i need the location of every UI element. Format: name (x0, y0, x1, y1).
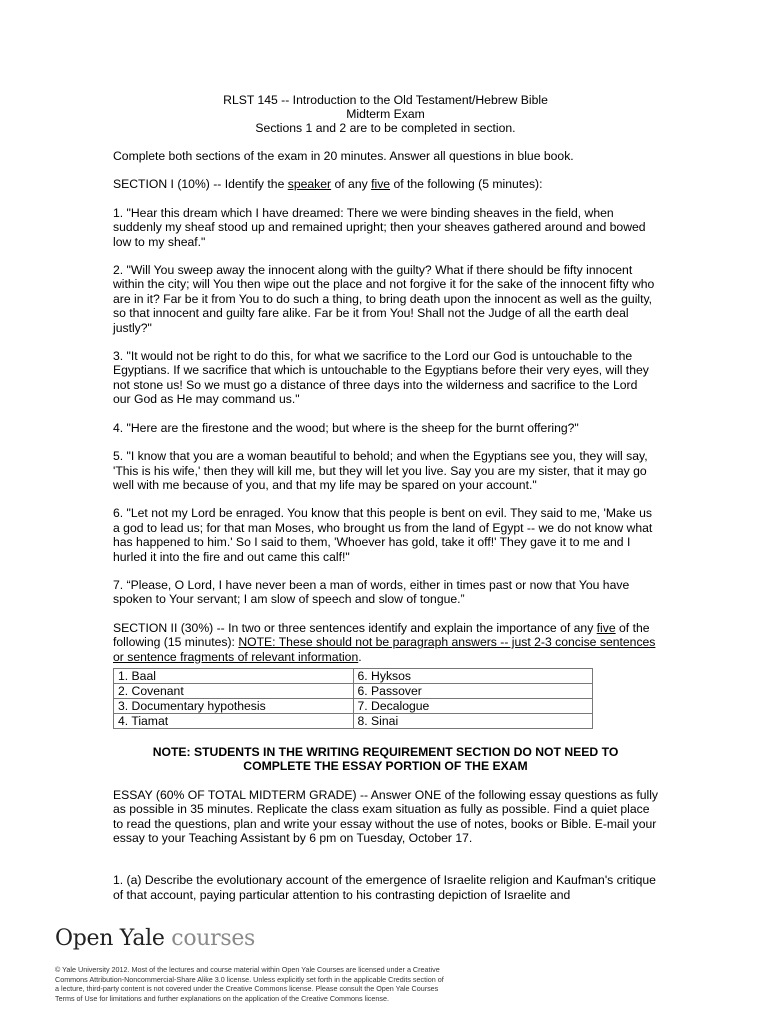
license-notice: © Yale University 2012. Most of the lectures and course material within Open Yale Courses are licensed under a Creative Commons Attribution-Noncommercial-Share Alike 3.0 license. Unless explicitly set forth in the applicable Credits section of a lecture, third-party content is not covered under the Creative Commons license. Please consult the Open Yale Courses Terms of Use for limitations and further explanations on the application of the Creative Commons license. (55, 965, 444, 1003)
table-cell: 8. Sinai (353, 713, 593, 728)
terms-table (113, 668, 593, 729)
essay-instructions: ESSAY (60% OF TOTAL MIDTERM GRADE) -- Answer ONE of the following essay questions as fully as possible in 35 minutes. Replicate the class exam situation as fully as possible. Find a quiet place to read the questions, plan and write your essay without the use of notes, books or Bible. E-mail your essay to your Teaching Assistant by 6 pm on Tuesday, October 17. (113, 787, 659, 845)
question-2: 2. "Will You sweep away the innocent along with the guilty? What if there should be fifty innocent within the city; will You then wipe out the place and not forgive it for the sake of the innocent fifty who are in it? Far be it from You to do such a thing, to bring death upon the innocent as well as the guilty, so that innocent and guilty fare alike. Far be it from You! Shall not the Judge of all the earth deal justly?" (113, 263, 655, 335)
table-cell: 6. Passover (353, 683, 593, 698)
open-yale-courses-logo: Open Yale courses (55, 926, 256, 951)
section1-heading: SECTION I (10%) -- Identify the speaker of any five of the following (5 minutes): (113, 177, 543, 192)
exam-subtitle: Sections 1 and 2 are to be completed in section. (255, 121, 516, 135)
question-5: 5. "I know that you are a woman beautiful to behold; and when the Egyptians see you, they will say, 'This is his wife,' then they will kill me, but they will let you live. Say you are my sister, that it may go well with me because of you, and that my life may be spared on your account." (113, 449, 648, 492)
underline-five: five (596, 620, 616, 635)
table-cell: 4. Tiamat (114, 713, 354, 728)
section2-heading: SECTION II (30%) -- In two or three sentences identify and explain the importance of any five of the following (15 minutes): NOTE: These should not be paragraph answers -- just 2-3 concise sentences or sentence fragments of relevant information. (113, 620, 656, 664)
table-cell: 3. Documentary hypothesis (114, 698, 354, 713)
table-row (114, 713, 593, 728)
table-cell: 7. Decalogue (353, 698, 593, 713)
table-cell: 2. Covenant (114, 683, 354, 698)
writing-requirement-note: NOTE: STUDENTS IN THE WRITING REQUIREMENT SECTION DO NOT NEED TO COMPLETE THE ESSAY PORTION OF THE EXAM (152, 744, 619, 774)
footer (55, 926, 745, 1003)
question-7: 7. “Please, O Lord, I have never been a man of words, either in times past or now that You have spoken to Your servant; I am slow of speech and slow of tongue.” (113, 577, 630, 607)
question-3: 3. "It would not be right to do this, for what we sacrifice to the Lord our God is untouchable to the Egyptians. If we sacrifice that which is untouchable to the Egyptians before their very eyes, will they not stone us! So we must go a distance of three days into the wilderness and sacrifice to the Lord our God as He may command us." (113, 349, 649, 407)
underline-five: five (371, 177, 391, 192)
table-row (114, 683, 593, 698)
table-cell: 1. Baal (114, 668, 354, 683)
question-4: 4. "Here are the firestone and the wood; but where is the sheep for the burnt offering?" (113, 420, 579, 435)
question-6: 6. "Let not my Lord be enraged. You know that this people is bent on evil. They said to me, 'Make us a god to lead us; for that man Moses, who brought us from the land of Egypt -- we do not know what has happened to him.' So I said to them, 'Whoever has gold, take it off!' They gave it to me and I hurled it into the fire and out came this calf!" (113, 506, 653, 564)
table-row (114, 698, 593, 713)
question-1: 1. "Hear this dream which I have dreamed: There we were binding sheaves in the field, when suddenly my sheaf stood up and remained upright; then your sheaves gathered around and bowed low to my sheaf." (113, 205, 646, 249)
course-title: RLST 145 -- Introduction to the Old Testament/Hebrew Bible (223, 93, 548, 107)
exam-header (113, 93, 658, 135)
exam-title: Midterm Exam (346, 107, 425, 121)
underline-note: NOTE: These should not be paragraph answers -- just 2-3 concise sentences or sentence fragments of relevant information (113, 635, 656, 664)
table-cell: 6. Hyksos (353, 668, 593, 683)
essay-question-1: 1. (a) Describe the evolutionary account of the emergence of Israelite religion and Kaufman's critique of that account, paying particular attention to his contrasting depiction of Israelite and (113, 873, 656, 902)
table-row (114, 668, 593, 683)
exam-document (113, 93, 658, 916)
exam-instructions: Complete both sections of the exam in 20 minutes. Answer all questions in blue book. (113, 149, 574, 163)
underline-speaker: speaker (287, 177, 332, 192)
